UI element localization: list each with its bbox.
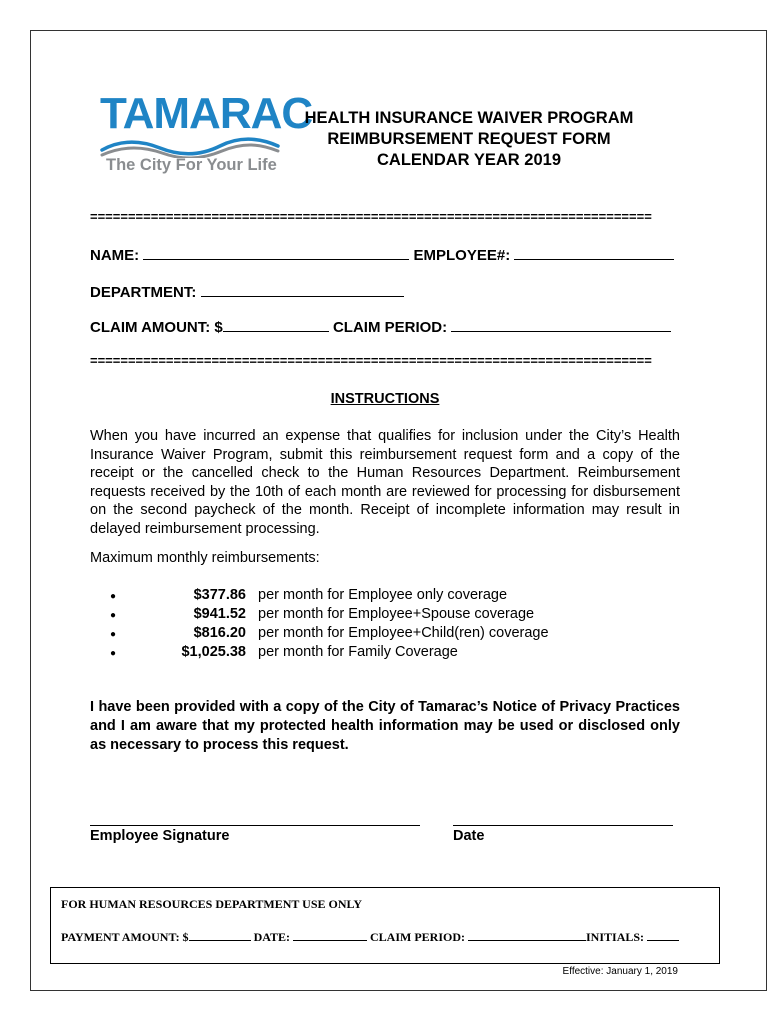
form-title (300, 108, 638, 171)
instructions-heading: INSTRUCTIONS (330, 391, 440, 407)
reimbursement-amount: $941.52 (193, 606, 246, 622)
payment-amount-label: PAYMENT AMOUNT: $ (61, 930, 189, 944)
reimbursement-amount: $1,025.38 (181, 644, 246, 660)
hr-date-label: DATE: (253, 930, 291, 944)
hr-box-title: FOR HUMAN RESOURCES DEPARTMENT USE ONLY (61, 897, 363, 911)
wave-icon (100, 136, 280, 158)
privacy-acknowledgement: I have been provided with a copy of the City of Tamarac’s Notice of Privacy Practices and I am aware that my protected health information may be used or disclosed only as necessary to process this request. (90, 699, 680, 753)
reimbursement-description: per month for Employee only coverage (258, 587, 508, 603)
logo-name: TAMARAC (100, 89, 313, 138)
date-signature-line[interactable] (453, 825, 673, 826)
separator-top: ========================================================================== (90, 209, 652, 224)
reimbursement-description: per month for Employee+Child(ren) coverage (258, 625, 549, 641)
hr-use-only-box (50, 887, 720, 964)
claim-field-row (90, 317, 671, 336)
title-line-1: HEALTH INSURANCE WAIVER PROGRAM (304, 109, 634, 127)
reimbursement-amount: $816.20 (193, 625, 246, 641)
name-input-line[interactable] (143, 245, 409, 260)
effective-date: Effective: January 1, 2019 (562, 966, 678, 977)
initials-line[interactable] (647, 928, 679, 941)
initials-label: INITIALS: (586, 930, 645, 944)
bullet-icon: ● (110, 648, 117, 659)
instructions-text: When you have incurred an expense that qualifies for inclusion under the City’s Health Insurance Waiver Program, submit this reimbursement request form and a copy of the receipt or the cancelled check to the Human Resources Department. Reimbursement requests received by the 10th of each month are reviewed for processing for disbursement on the second paycheck of the month. Receipt of incomplete information may result in delayed reimbursement processing. (90, 428, 680, 537)
department-label: DEPARTMENT: (90, 284, 197, 301)
reimbursement-description: per month for Employee+Spouse coverage (258, 606, 535, 622)
title-line-2: REIMBURSEMENT REQUEST FORM (327, 130, 611, 148)
title-line-3: CALENDAR YEAR 2019 (377, 151, 561, 169)
employee-signature-label: Employee Signature (90, 828, 230, 844)
department-field-row (90, 282, 404, 301)
payment-amount-line[interactable] (189, 928, 251, 941)
employee-number-label: EMPLOYEE#: (413, 247, 511, 264)
name-field-row (90, 245, 674, 264)
reimbursement-description: per month for Family Coverage (258, 644, 458, 660)
separator-bottom: ========================================================================== (90, 353, 652, 368)
list-item (110, 625, 670, 644)
instructions-paragraph (90, 427, 680, 538)
list-item (110, 606, 670, 625)
hr-claim-period-line[interactable] (468, 928, 586, 941)
employee-number-input-line[interactable] (514, 245, 674, 260)
claim-period-label: CLAIM PERIOD: (332, 319, 448, 336)
bullet-icon: ● (110, 610, 117, 621)
claim-amount-input-line[interactable] (223, 317, 329, 332)
employee-signature-line[interactable] (90, 825, 420, 826)
bullet-icon: ● (110, 629, 117, 640)
instructions-heading-row (0, 390, 770, 408)
list-item (110, 587, 670, 606)
date-label: Date (453, 828, 485, 844)
hr-date-line[interactable] (293, 928, 367, 941)
hr-fields-row (61, 928, 679, 945)
list-item (110, 644, 670, 663)
name-label: NAME: (90, 247, 140, 264)
claim-period-input-line[interactable] (451, 317, 671, 332)
reimbursement-amount: $377.86 (193, 587, 246, 603)
reimbursement-list (110, 587, 670, 663)
tamarac-logo (100, 89, 313, 182)
department-input-line[interactable] (201, 282, 404, 297)
claim-amount-label: CLAIM AMOUNT: $ (90, 319, 223, 336)
logo-tagline: The City For Your Life (106, 156, 277, 174)
max-reimbursements-label: Maximum monthly reimbursements: (90, 550, 320, 566)
hr-claim-period-label: CLAIM PERIOD: (370, 930, 466, 944)
bullet-icon: ● (110, 591, 117, 602)
